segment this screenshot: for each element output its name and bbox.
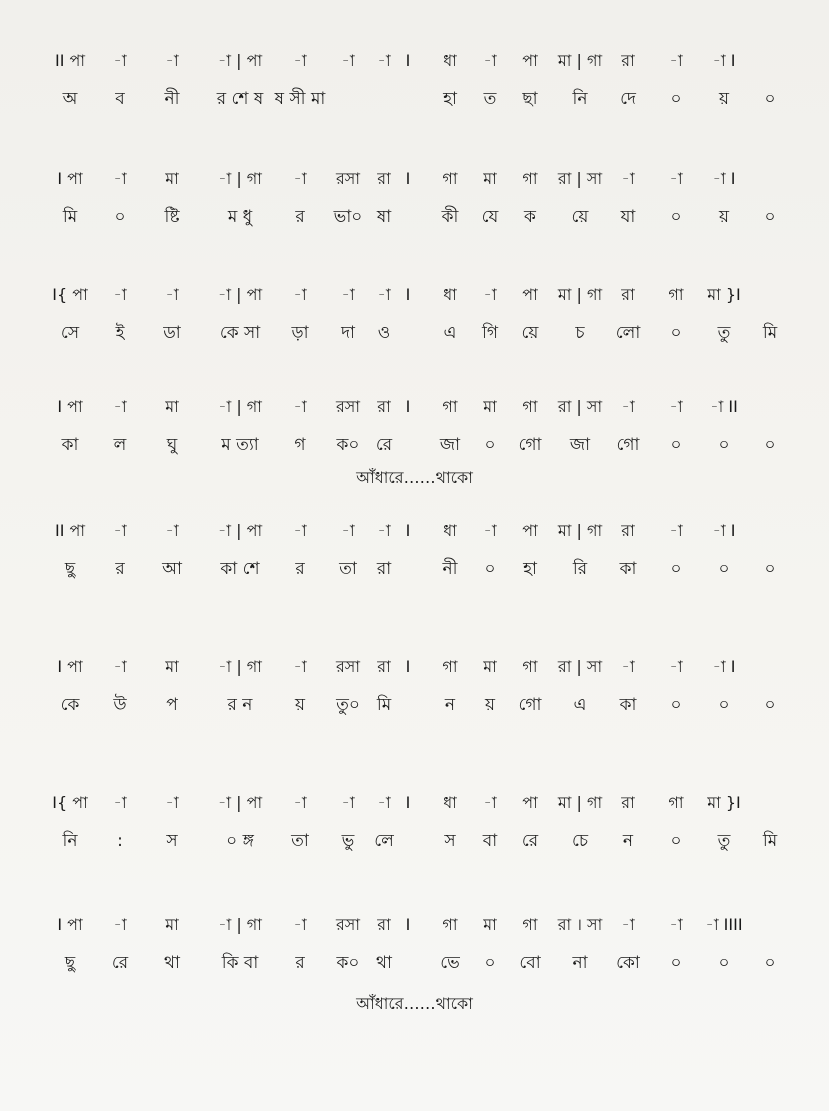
- lyric-syllable: যা: [620, 207, 636, 227]
- swara-cell: পা: [522, 793, 538, 812]
- lyric-syllable: ০: [484, 559, 496, 579]
- lyric-syllable: গ: [294, 435, 306, 455]
- lyric-syllable: লো: [615, 323, 641, 343]
- swara-cell: -া | গা: [218, 397, 262, 416]
- swara-cell: -া: [377, 51, 391, 70]
- swara-cell: -া: [341, 521, 355, 540]
- lyric-syllable: য়ে: [571, 207, 589, 227]
- swara-row: [0, 42, 829, 80]
- swara-cell: I পা: [57, 915, 83, 934]
- swara-cell: -া | গা: [218, 169, 262, 188]
- swara-cell: -া: [293, 793, 307, 812]
- notation-section: [0, 276, 829, 352]
- swara-cell: মা: [165, 657, 179, 676]
- lyric-syllable: ম ধু: [227, 207, 253, 227]
- notation-section: [0, 388, 829, 464]
- lyric-syllable: ষ্টি: [164, 207, 180, 227]
- swara-cell: গা: [668, 793, 684, 812]
- lyric-syllable: ০: [718, 953, 730, 973]
- lyric-syllable: র: [295, 953, 305, 973]
- swara-cell: -া | গা: [218, 915, 262, 934]
- lyric-row: [0, 80, 829, 118]
- lyric-syllable: কে সা: [219, 323, 261, 343]
- lyric-syllable: মি: [62, 207, 78, 227]
- lyric-syllable: এ: [443, 323, 457, 343]
- lyric-syllable: য়: [294, 695, 306, 715]
- lyric-syllable: নি: [62, 831, 78, 851]
- swara-cell: -া: [293, 51, 307, 70]
- lyric-syllable: ও: [377, 323, 391, 343]
- swara-cell: মা: [165, 169, 179, 188]
- swara-cell: I পা: [57, 169, 83, 188]
- swara-cell: -া: [113, 521, 127, 540]
- notation-section: [0, 42, 829, 118]
- lyric-syllable: থা: [376, 953, 392, 973]
- lyric-syllable: য়ে: [521, 323, 539, 343]
- swara-cell: রা: [377, 169, 391, 188]
- swara-cell: মা: [483, 657, 497, 676]
- lyric-syllable: ০: [764, 559, 776, 579]
- swara-cell: -া | পা: [217, 521, 263, 540]
- swara-cell: I: [405, 285, 411, 304]
- swara-cell: মা | গা: [557, 793, 603, 812]
- lyric-syllable: কা শে: [220, 559, 260, 579]
- lyric-syllable: গো: [518, 435, 542, 455]
- lyric-row: [0, 944, 829, 982]
- swara-cell: গা: [522, 657, 538, 676]
- lyric-syllable: থা: [164, 953, 180, 973]
- swara-cell: -া: [669, 915, 683, 934]
- lyric-syllable: ছু: [64, 559, 76, 579]
- lyric-syllable: কে: [60, 695, 80, 715]
- lyric-syllable: ০: [670, 323, 682, 343]
- swara-cell: রা: [621, 51, 635, 70]
- swara-cell: মা: [165, 915, 179, 934]
- swara-cell: -া: [377, 793, 391, 812]
- lyric-syllable: র ন: [227, 695, 253, 715]
- swara-cell: -া: [165, 51, 179, 70]
- swara-cell: I: [405, 657, 411, 676]
- lyric-syllable: তু০: [336, 695, 360, 715]
- swara-cell: -া: [483, 285, 497, 304]
- lyric-syllable: ০: [484, 953, 496, 973]
- swara-cell: -া: [113, 51, 127, 70]
- swara-cell: -া: [293, 397, 307, 416]
- swara-cell: I: [405, 521, 411, 540]
- swara-cell: -া: [377, 521, 391, 540]
- lyric-syllable: ত: [483, 89, 497, 109]
- lyric-syllable: ০: [764, 89, 776, 109]
- lyric-syllable: র শে ষ: [216, 89, 264, 109]
- swara-row: [0, 276, 829, 314]
- lyric-syllable: চ: [575, 323, 585, 343]
- lyric-syllable: ০: [670, 695, 682, 715]
- lyric-syllable: রা: [376, 559, 392, 579]
- lyric-syllable: রে: [521, 831, 539, 851]
- lyric-syllable: ভে: [440, 953, 460, 973]
- lyric-syllable: দে: [620, 89, 636, 109]
- swara-cell: -া: [621, 915, 635, 934]
- lyric-syllable: স: [166, 831, 178, 851]
- lyric-syllable: ০: [764, 207, 776, 227]
- lyric-row: [0, 822, 829, 860]
- lyric-syllable: জা: [569, 435, 591, 455]
- swara-cell: মা | গা: [557, 51, 603, 70]
- swara-cell: I: [405, 793, 411, 812]
- lyric-syllable: আ: [162, 559, 182, 579]
- swara-cell: -া: [621, 657, 635, 676]
- swara-cell: -া: [113, 793, 127, 812]
- lyric-row: [0, 550, 829, 588]
- lyric-syllable: ০ ঙ্গ: [226, 831, 254, 851]
- swara-cell: -া IIII: [705, 915, 743, 934]
- notation-section: [0, 906, 829, 982]
- lyric-syllable: র: [115, 559, 125, 579]
- swara-cell: ধা: [443, 521, 457, 540]
- lyric-syllable: গো: [518, 695, 542, 715]
- lyric-syllable: গি: [481, 323, 499, 343]
- swara-row: [0, 648, 829, 686]
- lyric-syllable: ভু: [341, 831, 355, 851]
- lyric-syllable: ০: [670, 207, 682, 227]
- lyric-syllable: কা: [61, 435, 79, 455]
- notation-section: [0, 160, 829, 236]
- lyric-syllable: য়: [718, 89, 730, 109]
- lyric-syllable: ছা: [522, 89, 538, 109]
- swara-cell: রা: [621, 521, 635, 540]
- lyric-syllable: ০: [718, 695, 730, 715]
- swara-cell: -া: [377, 285, 391, 304]
- swara-cell: গা: [522, 915, 538, 934]
- swara-cell: ধা: [443, 51, 457, 70]
- swara-cell: -া: [669, 397, 683, 416]
- swara-cell: পা: [522, 51, 538, 70]
- lyric-row: [0, 314, 829, 352]
- swara-cell: মা: [483, 915, 497, 934]
- swara-cell: -া: [669, 51, 683, 70]
- lyric-syllable: চে: [571, 831, 589, 851]
- lyric-syllable: ঘু: [166, 435, 178, 455]
- swara-cell: রসা: [335, 657, 361, 676]
- swara-cell: II পা: [54, 521, 86, 540]
- swara-cell: I পা: [57, 397, 83, 416]
- lyric-syllable: উ: [113, 695, 127, 715]
- lyric-syllable: হা: [443, 89, 457, 109]
- lyric-syllable: ০: [718, 559, 730, 579]
- swara-cell: পা: [522, 285, 538, 304]
- lyric-syllable: রি: [572, 559, 588, 579]
- swara-cell: II পা: [54, 51, 86, 70]
- lyric-syllable: ম ত্যা: [221, 435, 259, 455]
- lyric-syllable: সে: [60, 323, 80, 343]
- lyric-syllable: অ: [62, 89, 78, 109]
- swara-cell: I: [405, 169, 411, 188]
- swara-cell: রসা: [335, 915, 361, 934]
- lyric-syllable: নি: [572, 89, 588, 109]
- swara-cell: ধা: [443, 285, 457, 304]
- lyric-syllable: ব: [115, 89, 125, 109]
- swara-cell: I: [405, 915, 411, 934]
- swara-cell: -া: [165, 285, 179, 304]
- swara-cell: গা: [522, 169, 538, 188]
- swara-cell: -া | পা: [217, 285, 263, 304]
- lyric-syllable: মি: [762, 323, 778, 343]
- swara-cell: -া: [669, 657, 683, 676]
- swara-cell: গা: [442, 169, 458, 188]
- notation-section: [0, 512, 829, 588]
- swara-cell: রা । সা: [557, 915, 603, 934]
- swara-cell: ধা: [443, 793, 457, 812]
- refrain-cue: আঁধারে……থাকো: [356, 468, 473, 487]
- lyric-syllable: ড়া: [291, 323, 309, 343]
- lyric-syllable: ল: [113, 435, 127, 455]
- lyric-syllable: দা: [341, 323, 355, 343]
- swara-cell: গা: [442, 915, 458, 934]
- swara-cell: -া: [293, 285, 307, 304]
- lyric-syllable: ০: [670, 953, 682, 973]
- swara-cell: -া: [341, 793, 355, 812]
- notation-section: [0, 784, 829, 860]
- lyric-syllable: ০: [764, 695, 776, 715]
- lyric-syllable: হা: [523, 559, 537, 579]
- lyric-syllable: গো: [616, 435, 640, 455]
- lyric-syllable: ন: [444, 695, 456, 715]
- swara-row: [0, 784, 829, 822]
- lyric-syllable: কো: [616, 953, 640, 973]
- swara-cell: রা: [377, 915, 391, 934]
- swara-cell: রসা: [335, 397, 361, 416]
- swara-cell: -া: [341, 51, 355, 70]
- swara-cell: রা | সা: [557, 397, 603, 416]
- swara-cell: I{ পা: [52, 285, 88, 304]
- swara-cell: পা: [522, 521, 538, 540]
- lyric-syllable: তু: [717, 831, 731, 851]
- swara-cell: -া: [669, 169, 683, 188]
- swara-row: [0, 512, 829, 550]
- lyric-syllable: এ: [573, 695, 587, 715]
- swara-cell: -া I: [712, 521, 736, 540]
- lyric-syllable: ষ সী মা: [274, 89, 326, 109]
- lyric-syllable: মি: [376, 695, 392, 715]
- lyric-syllable: নী: [164, 89, 180, 109]
- lyric-row: [0, 426, 829, 464]
- lyric-syllable: য়: [718, 207, 730, 227]
- swara-cell: -া: [113, 169, 127, 188]
- swara-cell: -া: [293, 521, 307, 540]
- lyric-syllable: তু: [717, 323, 731, 343]
- swara-cell: মা }I: [707, 793, 741, 812]
- lyric-syllable: মি: [762, 831, 778, 851]
- swara-cell: -া I: [712, 169, 736, 188]
- lyric-syllable: ০: [670, 831, 682, 851]
- lyric-syllable: ডা: [163, 323, 181, 343]
- swara-cell: রা | সা: [557, 657, 603, 676]
- lyric-syllable: ০: [764, 953, 776, 973]
- swara-cell: -া: [113, 285, 127, 304]
- lyric-syllable: :: [117, 831, 123, 851]
- lyric-syllable: ০: [114, 207, 126, 227]
- swara-cell: রা: [377, 657, 391, 676]
- lyric-syllable: তা: [291, 831, 309, 851]
- lyric-syllable: না: [572, 953, 588, 973]
- lyric-row: [0, 686, 829, 724]
- lyric-syllable: ছু: [64, 953, 76, 973]
- lyric-syllable: কী: [441, 207, 459, 227]
- lyric-syllable: ই: [115, 323, 125, 343]
- notation-section: [0, 648, 829, 724]
- swara-cell: -া: [669, 521, 683, 540]
- swara-cell: -া: [113, 657, 127, 676]
- lyric-syllable: ন: [622, 831, 634, 851]
- lyric-syllable: কা: [619, 695, 637, 715]
- swara-cell: -া: [293, 657, 307, 676]
- swara-cell: মা: [483, 397, 497, 416]
- lyric-syllable: ক০: [336, 953, 360, 973]
- swara-cell: -া: [293, 169, 307, 188]
- swara-cell: মা | গা: [557, 285, 603, 304]
- lyric-syllable: রে: [375, 435, 393, 455]
- swara-cell: গা: [668, 285, 684, 304]
- swara-cell: -া: [113, 397, 127, 416]
- lyric-syllable: ০: [670, 89, 682, 109]
- refrain-cue: আঁধারে……থাকো: [356, 994, 473, 1013]
- lyric-syllable: বা: [482, 831, 498, 851]
- swara-row: [0, 388, 829, 426]
- lyric-syllable: য়: [484, 695, 496, 715]
- swara-cell: -া I: [712, 657, 736, 676]
- swara-cell: গা: [522, 397, 538, 416]
- swara-cell: -া | গা: [218, 657, 262, 676]
- lyric-syllable: ০: [670, 435, 682, 455]
- swara-cell: -া: [621, 169, 635, 188]
- lyric-syllable: ভা০: [333, 207, 363, 227]
- lyric-syllable: র: [295, 207, 305, 227]
- lyric-syllable: ০: [670, 559, 682, 579]
- swara-row: [0, 160, 829, 198]
- lyric-syllable: যে: [481, 207, 499, 227]
- swara-cell: -া: [483, 51, 497, 70]
- swara-cell: গা: [442, 397, 458, 416]
- swara-cell: -া: [341, 285, 355, 304]
- swara-cell: রা: [621, 285, 635, 304]
- swara-cell: -া: [165, 521, 179, 540]
- lyric-syllable: লে: [374, 831, 394, 851]
- swara-cell: -া | পা: [217, 51, 263, 70]
- swara-cell: রসা: [335, 169, 361, 188]
- swara-row: [0, 906, 829, 944]
- swara-cell: রা: [377, 397, 391, 416]
- lyric-syllable: স: [444, 831, 456, 851]
- swara-cell: I: [405, 51, 411, 70]
- lyric-syllable: ষা: [376, 207, 392, 227]
- swara-cell: I পা: [57, 657, 83, 676]
- swara-cell: I{ পা: [52, 793, 88, 812]
- lyric-syllable: ০: [484, 435, 496, 455]
- lyric-syllable: তা: [339, 559, 357, 579]
- swara-cell: -া: [483, 521, 497, 540]
- swara-cell: রা: [621, 793, 635, 812]
- lyric-syllable: ক: [524, 207, 536, 227]
- lyric-syllable: প: [166, 695, 178, 715]
- swara-cell: মা }I: [707, 285, 741, 304]
- lyric-syllable: ক০: [336, 435, 360, 455]
- swara-cell: I: [405, 397, 411, 416]
- lyric-row: [0, 198, 829, 236]
- swara-cell: -া: [293, 915, 307, 934]
- swara-cell: -া: [165, 793, 179, 812]
- lyric-syllable: বো: [519, 953, 541, 973]
- lyric-syllable: ০: [718, 435, 730, 455]
- swara-cell: -া I: [712, 51, 736, 70]
- swara-cell: -া | পা: [217, 793, 263, 812]
- lyric-syllable: র: [295, 559, 305, 579]
- swara-cell: -া: [483, 793, 497, 812]
- swara-cell: মা: [165, 397, 179, 416]
- swara-cell: গা: [442, 657, 458, 676]
- lyric-syllable: রে: [111, 953, 129, 973]
- lyric-syllable: কি বা: [221, 953, 259, 973]
- lyric-syllable: নী: [442, 559, 458, 579]
- swara-cell: রা | সা: [557, 169, 603, 188]
- lyric-syllable: কা: [619, 559, 637, 579]
- swara-cell: -া II: [710, 397, 738, 416]
- lyric-syllable: জা: [439, 435, 461, 455]
- swara-cell: -া: [621, 397, 635, 416]
- swara-cell: -া: [113, 915, 127, 934]
- swara-cell: মা: [483, 169, 497, 188]
- lyric-syllable: ০: [764, 435, 776, 455]
- swara-cell: মা | গা: [557, 521, 603, 540]
